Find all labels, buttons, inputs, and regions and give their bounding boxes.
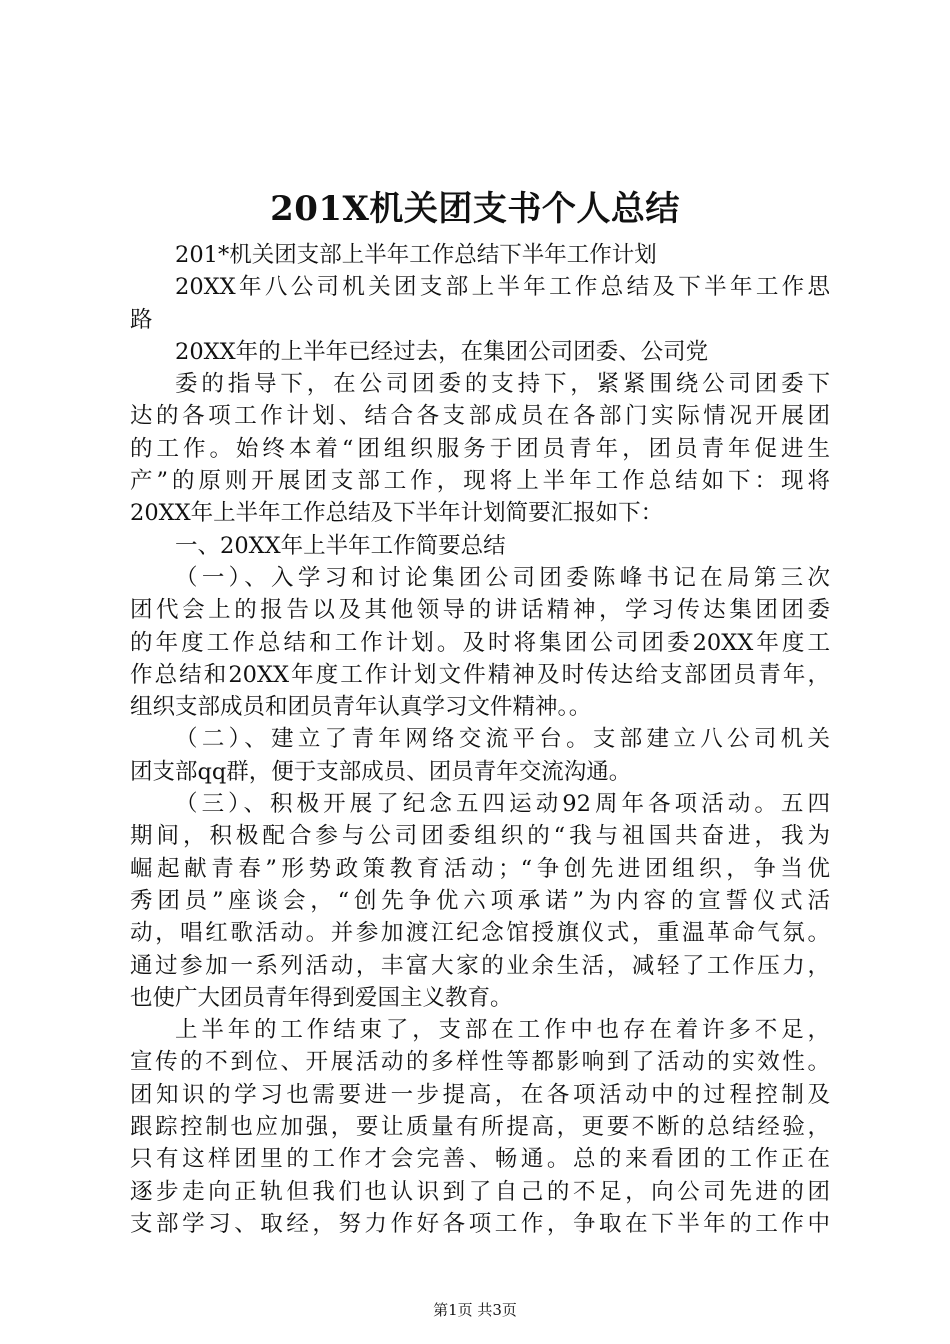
text-line: 秀团员”座谈会，“创先争优六项承诺”为内容的宣誓仪式活 (130, 887, 830, 914)
text-line: 上半年的工作结束了，支部在工作中也存在着许多不足， (175, 1017, 830, 1044)
text-line: （一）、入学习和讨论集团公司团委陈峰书记在局第三次 (175, 564, 830, 591)
text-line: 支部学习、取经，努力作好各项工作，争取在下半年的工作中 (130, 1210, 830, 1237)
text-line: 团代会上的报告以及其他领导的讲话精神，学习传达集团团委 (130, 597, 830, 624)
text-line: （三）、积极开展了纪念五四运动92周年各项活动。五四 (175, 791, 830, 818)
text-line: 201*机关团支部上半年工作总结下半年工作计划 (175, 242, 657, 268)
text-line: 委的指导下，在公司团委的支持下，紧紧围绕公司团委下 (175, 371, 830, 398)
text-line: 组织支部成员和团员青年认真学习文件精神。。 (130, 694, 592, 721)
text-line: 达的各项工作计划、结合各支部成员在各部门实际情况开展团 (130, 403, 830, 430)
text-line: 20XX年八公司机关团支部上半年工作总结及下半年工作思 (175, 274, 830, 301)
text-line: 通过参加一系列活动，丰富大家的业余生活，减轻了工作压力， (130, 952, 830, 979)
text-line: 也使广大团员青年得到爱国主义教育。 (130, 984, 513, 1011)
text-line: 一、20XX年上半年工作简要总结 (175, 532, 506, 559)
text-line: 产”的原则开展团支部工作，现将上半年工作总结如下：现将 (130, 468, 830, 495)
text-line: （二）、建立了青年网络交流平台。支部建立八公司机关 (175, 726, 830, 753)
document-title: 201X机关团支书个人总结 (270, 189, 680, 229)
page-number: 第1页 (433, 1301, 473, 1319)
text-line: 的年度工作总结和工作计划。及时将集团公司团委20XX年度工 (130, 629, 830, 656)
text-line: 动，唱红歌活动。并参加渡江纪念馆授旗仪式，重温革命气氛。 (130, 920, 830, 947)
text-line: 团知识的学习也需要进一步提高，在各项活动中的过程控制及 (130, 1081, 830, 1108)
page-total: 共3页 (477, 1301, 517, 1319)
text-line: 团支部qq群，便于支部成员、团员青年交流沟通。 (130, 758, 632, 785)
text-line: 作总结和20XX年度工作计划文件精神及时传达给支部团员青年， (130, 661, 830, 688)
page-footer (0, 1300, 950, 1320)
text-line: 路 (130, 306, 153, 333)
text-line: 宣传的不到位、开展活动的多样性等都影响到了活动的实效性。 (130, 1049, 830, 1076)
document-body (130, 239, 830, 1240)
text-line: 期间，积极配合参与公司团委组织的“我与祖国共奋进，我为 (130, 823, 830, 850)
text-line: 跟踪控制也应加强，要让质量有所提高，更要不断的总结经验， (130, 1114, 830, 1141)
text-line: 20XX年上半年工作总结及下半年计划简要汇报如下： (130, 500, 664, 527)
text-line: 逐步走向正轨但我们也认识到了自己的不足，向公司先进的团 (130, 1178, 830, 1205)
text-line: 崛起献青春”形势政策教育活动；“争创先进团组织，争当优 (130, 855, 830, 882)
text-line: 只有这样团里的工作才会完善、畅通。总的来看团的工作正在 (130, 1146, 830, 1173)
text-line: 的工作。始终本着“团组织服务于团员青年，团员青年促进生 (130, 435, 830, 462)
text-line: 20XX年的上半年已经过去，在集团公司团委、公司党 (175, 338, 709, 365)
